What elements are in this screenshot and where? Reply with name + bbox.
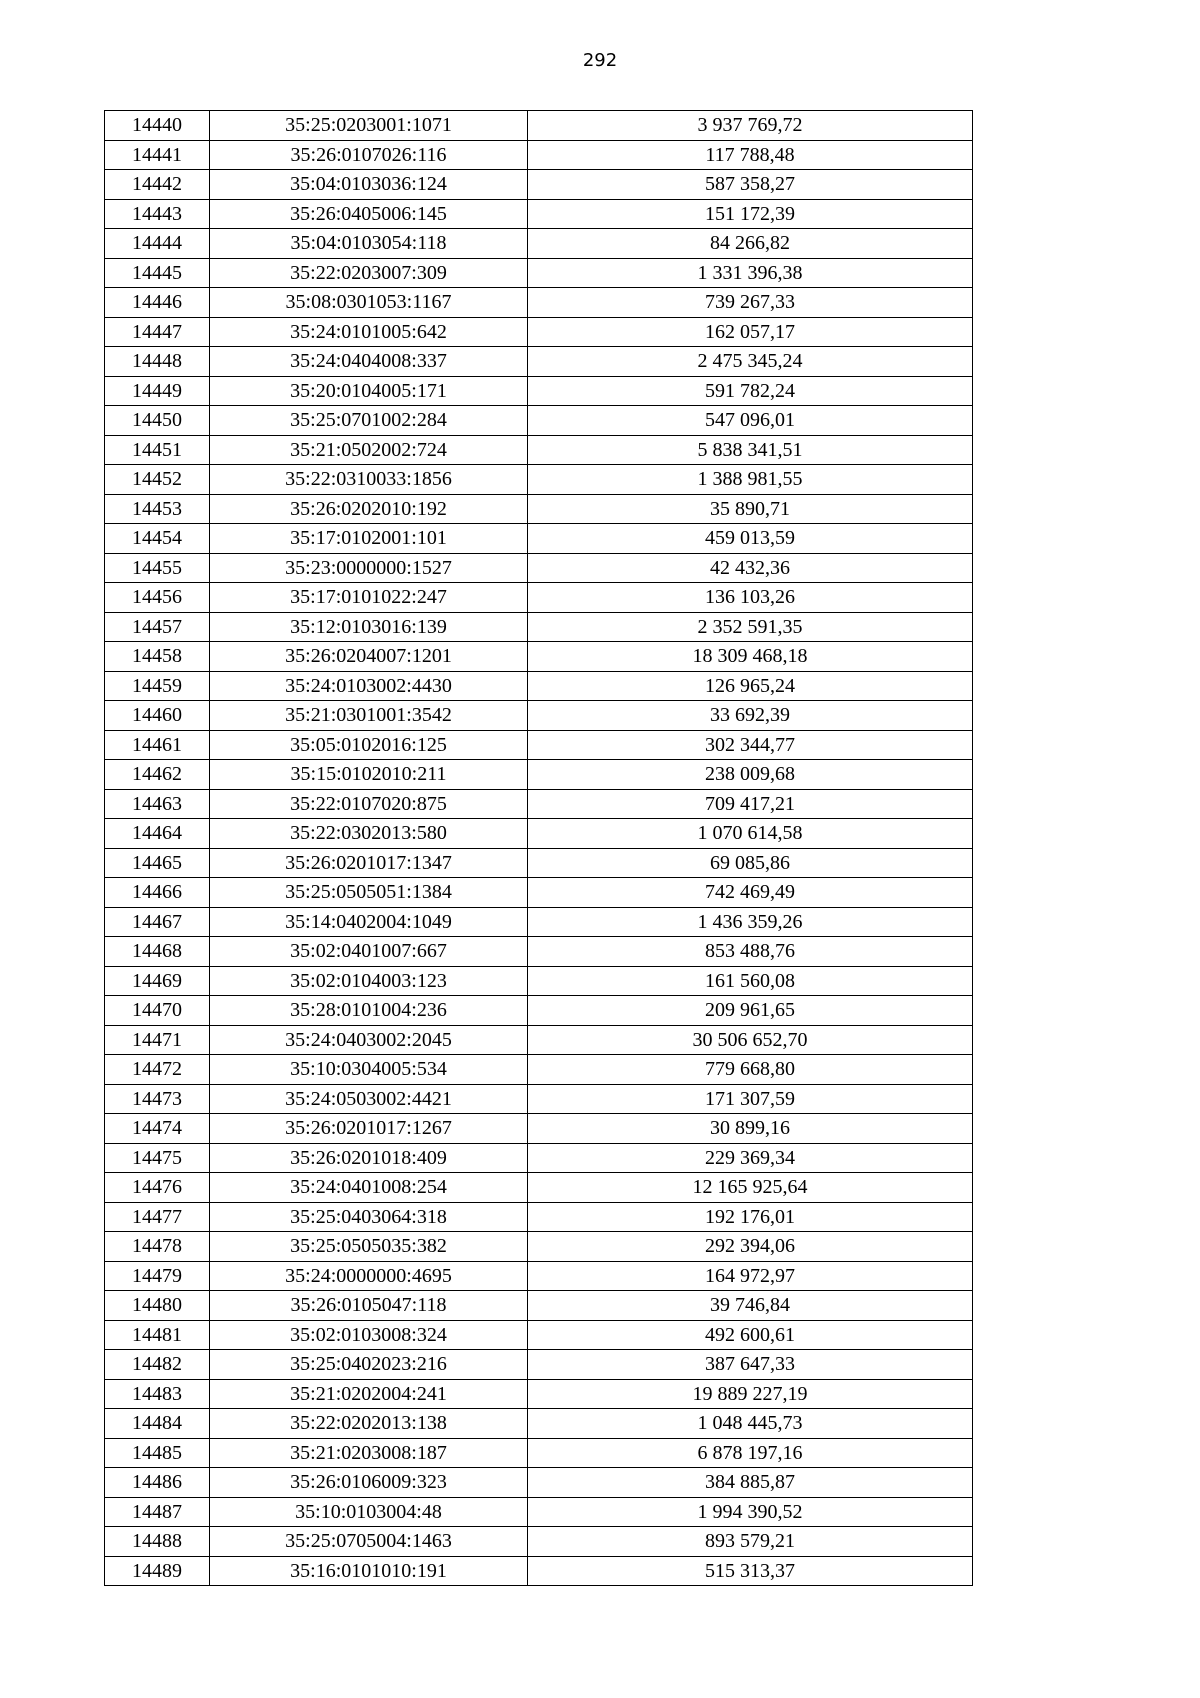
cadastral-value-cell: 30 899,16: [528, 1114, 973, 1144]
cadastral-value-cell: 853 488,76: [528, 937, 973, 967]
table-row: [105, 1438, 973, 1468]
cadastral-value-cell: 591 782,24: [528, 376, 973, 406]
row-number-cell: 14487: [105, 1497, 210, 1527]
row-number-cell: 14467: [105, 907, 210, 937]
table-row: [105, 789, 973, 819]
cadastral-number-cell: 35:26:0201017:1267: [210, 1114, 528, 1144]
row-number-cell: 14450: [105, 406, 210, 436]
row-number-cell: 14464: [105, 819, 210, 849]
table-row: [105, 524, 973, 554]
table-row: [105, 730, 973, 760]
table-row: [105, 465, 973, 495]
row-number-cell: 14486: [105, 1468, 210, 1498]
cadastral-number-cell: 35:24:0000000:4695: [210, 1261, 528, 1291]
cadastral-value-cell: 1 994 390,52: [528, 1497, 973, 1527]
cadastral-value-cell: 35 890,71: [528, 494, 973, 524]
cadastral-value-cell: 3 937 769,72: [528, 111, 973, 141]
cadastral-value-cell: 126 965,24: [528, 671, 973, 701]
table-row: [105, 848, 973, 878]
table-row: [105, 1409, 973, 1439]
table-row: [105, 170, 973, 200]
cadastral-number-cell: 35:25:0505035:382: [210, 1232, 528, 1262]
cadastral-number-cell: 35:12:0103016:139: [210, 612, 528, 642]
cadastral-number-cell: 35:02:0401007:667: [210, 937, 528, 967]
table-row: [105, 1527, 973, 1557]
cadastral-number-cell: 35:17:0101022:247: [210, 583, 528, 613]
row-number-cell: 14440: [105, 111, 210, 141]
cadastral-number-cell: 35:05:0102016:125: [210, 730, 528, 760]
cadastral-value-cell: 1 436 359,26: [528, 907, 973, 937]
cadastral-value-cell: 18 309 468,18: [528, 642, 973, 672]
table-row: [105, 376, 973, 406]
cadastral-number-cell: 35:28:0101004:236: [210, 996, 528, 1026]
table-row: [105, 1232, 973, 1262]
row-number-cell: 14461: [105, 730, 210, 760]
cadastral-number-cell: 35:25:0705004:1463: [210, 1527, 528, 1557]
cadastral-value-cell: 302 344,77: [528, 730, 973, 760]
row-number-cell: 14483: [105, 1379, 210, 1409]
row-number-cell: 14456: [105, 583, 210, 613]
table-row: [105, 760, 973, 790]
cadastral-number-cell: 35:16:0101010:191: [210, 1556, 528, 1586]
cadastral-value-cell: 709 417,21: [528, 789, 973, 819]
cadastral-number-cell: 35:24:0101005:642: [210, 317, 528, 347]
cadastral-number-cell: 35:10:0103004:48: [210, 1497, 528, 1527]
cadastral-value-cell: 229 369,34: [528, 1143, 973, 1173]
cadastral-number-cell: 35:26:0201017:1347: [210, 848, 528, 878]
cadastral-number-cell: 35:15:0102010:211: [210, 760, 528, 790]
table-row: [105, 1025, 973, 1055]
table-row: [105, 819, 973, 849]
table-row: [105, 406, 973, 436]
cadastral-value-cell: 2 475 345,24: [528, 347, 973, 377]
cadastral-value-cell: 492 600,61: [528, 1320, 973, 1350]
table-row: [105, 1379, 973, 1409]
row-number-cell: 14459: [105, 671, 210, 701]
cadastral-number-cell: 35:26:0107026:116: [210, 140, 528, 170]
row-number-cell: 14458: [105, 642, 210, 672]
cadastral-value-cell: 2 352 591,35: [528, 612, 973, 642]
cadastral-number-cell: 35:22:0203007:309: [210, 258, 528, 288]
cadastral-value-cell: 515 313,37: [528, 1556, 973, 1586]
cadastral-value-cell: 6 878 197,16: [528, 1438, 973, 1468]
cadastral-number-cell: 35:26:0105047:118: [210, 1291, 528, 1321]
table-row: [105, 937, 973, 967]
cadastral-number-cell: 35:10:0304005:534: [210, 1055, 528, 1085]
table-row: [105, 1143, 973, 1173]
cadastral-value-cell: 164 972,97: [528, 1261, 973, 1291]
table-row: [105, 907, 973, 937]
cadastral-number-cell: 35:26:0204007:1201: [210, 642, 528, 672]
table-row: [105, 1261, 973, 1291]
row-number-cell: 14470: [105, 996, 210, 1026]
cadastral-number-cell: 35:25:0403064:318: [210, 1202, 528, 1232]
table-row: [105, 1055, 973, 1085]
table-row: [105, 258, 973, 288]
table-row: [105, 553, 973, 583]
row-number-cell: 14454: [105, 524, 210, 554]
cadastral-number-cell: 35:04:0103054:118: [210, 229, 528, 259]
row-number-cell: 14463: [105, 789, 210, 819]
table-row: [105, 140, 973, 170]
row-number-cell: 14478: [105, 1232, 210, 1262]
table-body: [105, 111, 973, 1586]
row-number-cell: 14460: [105, 701, 210, 731]
row-number-cell: 14444: [105, 229, 210, 259]
cadastral-number-cell: 35:21:0202004:241: [210, 1379, 528, 1409]
row-number-cell: 14457: [105, 612, 210, 642]
cadastral-value-cell: 209 961,65: [528, 996, 973, 1026]
cadastral-number-cell: 35:02:0103008:324: [210, 1320, 528, 1350]
cadastral-number-cell: 35:02:0104003:123: [210, 966, 528, 996]
row-number-cell: 14482: [105, 1350, 210, 1380]
cadastral-value-cell: 1 388 981,55: [528, 465, 973, 495]
row-number-cell: 14451: [105, 435, 210, 465]
table-row: [105, 111, 973, 141]
table-row: [105, 288, 973, 318]
table-row: [105, 642, 973, 672]
table-row: [105, 1173, 973, 1203]
cadastral-number-cell: 35:26:0201018:409: [210, 1143, 528, 1173]
cadastral-value-cell: 1 048 445,73: [528, 1409, 973, 1439]
cadastral-number-cell: 35:17:0102001:101: [210, 524, 528, 554]
cadastral-number-cell: 35:25:0701002:284: [210, 406, 528, 436]
row-number-cell: 14489: [105, 1556, 210, 1586]
table-row: [105, 494, 973, 524]
cadastral-number-cell: 35:04:0103036:124: [210, 170, 528, 200]
cadastral-value-cell: 117 788,48: [528, 140, 973, 170]
cadastral-value-cell: 459 013,59: [528, 524, 973, 554]
table-row: [105, 701, 973, 731]
cadastral-value-cell: 547 096,01: [528, 406, 973, 436]
cadastral-number-cell: 35:26:0405006:145: [210, 199, 528, 229]
row-number-cell: 14468: [105, 937, 210, 967]
row-number-cell: 14452: [105, 465, 210, 495]
cadastral-value-cell: 162 057,17: [528, 317, 973, 347]
cadastral-value-cell: 19 889 227,19: [528, 1379, 973, 1409]
cadastral-value-cell: 587 358,27: [528, 170, 973, 200]
table-row: [105, 1350, 973, 1380]
cadastral-value-cell: 33 692,39: [528, 701, 973, 731]
cadastral-number-cell: 35:08:0301053:1167: [210, 288, 528, 318]
row-number-cell: 14476: [105, 1173, 210, 1203]
page-number: 292: [582, 50, 618, 71]
cadastral-value-cell: 171 307,59: [528, 1084, 973, 1114]
cadastral-value-cell: 5 838 341,51: [528, 435, 973, 465]
cadastral-value-cell: 387 647,33: [528, 1350, 973, 1380]
cadastral-number-cell: 35:25:0402023:216: [210, 1350, 528, 1380]
row-number-cell: 14441: [105, 140, 210, 170]
row-number-cell: 14474: [105, 1114, 210, 1144]
cadastral-number-cell: 35:21:0203008:187: [210, 1438, 528, 1468]
row-number-cell: 14462: [105, 760, 210, 790]
table-row: [105, 1497, 973, 1527]
cadastral-number-cell: 35:25:0203001:1071: [210, 111, 528, 141]
row-number-cell: 14479: [105, 1261, 210, 1291]
cadastral-number-cell: 35:22:0302013:580: [210, 819, 528, 849]
row-number-cell: 14465: [105, 848, 210, 878]
cadastral-value-cell: 69 085,86: [528, 848, 973, 878]
row-number-cell: 14448: [105, 347, 210, 377]
cadastral-value-cell: 292 394,06: [528, 1232, 973, 1262]
cadastral-value-cell: 12 165 925,64: [528, 1173, 973, 1203]
cadastral-number-cell: 35:22:0310033:1856: [210, 465, 528, 495]
table-row: [105, 1291, 973, 1321]
cadastral-value-cell: 1 331 396,38: [528, 258, 973, 288]
table-row: [105, 229, 973, 259]
table-row: [105, 878, 973, 908]
row-number-cell: 14469: [105, 966, 210, 996]
row-number-cell: 14472: [105, 1055, 210, 1085]
table-row: [105, 347, 973, 377]
table-row: [105, 1468, 973, 1498]
row-number-cell: 14485: [105, 1438, 210, 1468]
cadastral-number-cell: 35:24:0401008:254: [210, 1173, 528, 1203]
cadastral-number-cell: 35:14:0402004:1049: [210, 907, 528, 937]
cadastral-number-cell: 35:21:0502002:724: [210, 435, 528, 465]
row-number-cell: 14455: [105, 553, 210, 583]
cadastral-value-cell: 742 469,49: [528, 878, 973, 908]
table-row: [105, 199, 973, 229]
cadastral-value-cell: 39 746,84: [528, 1291, 973, 1321]
table-row: [105, 317, 973, 347]
row-number-cell: 14447: [105, 317, 210, 347]
cadastral-number-cell: 35:24:0404008:337: [210, 347, 528, 377]
cadastral-value-cell: 384 885,87: [528, 1468, 973, 1498]
row-number-cell: 14442: [105, 170, 210, 200]
cadastral-value-cell: 161 560,08: [528, 966, 973, 996]
cadastral-value-cell: 84 266,82: [528, 229, 973, 259]
row-number-cell: 14446: [105, 288, 210, 318]
row-number-cell: 14443: [105, 199, 210, 229]
cadastral-value-cell: 1 070 614,58: [528, 819, 973, 849]
table-row: [105, 966, 973, 996]
row-number-cell: 14480: [105, 1291, 210, 1321]
cadastral-value-cell: 739 267,33: [528, 288, 973, 318]
cadastral-value-cell: 30 506 652,70: [528, 1025, 973, 1055]
table-row: [105, 435, 973, 465]
cadastral-number-cell: 35:22:0107020:875: [210, 789, 528, 819]
row-number-cell: 14484: [105, 1409, 210, 1439]
cadastral-number-cell: 35:21:0301001:3542: [210, 701, 528, 731]
cadastral-number-cell: 35:26:0202010:192: [210, 494, 528, 524]
cadastral-number-cell: 35:25:0505051:1384: [210, 878, 528, 908]
table-row: [105, 1556, 973, 1586]
row-number-cell: 14449: [105, 376, 210, 406]
cadastral-value-cell: 779 668,80: [528, 1055, 973, 1085]
row-number-cell: 14445: [105, 258, 210, 288]
table-row: [105, 996, 973, 1026]
row-number-cell: 14488: [105, 1527, 210, 1557]
cadastral-number-cell: 35:24:0403002:2045: [210, 1025, 528, 1055]
table-row: [105, 612, 973, 642]
row-number-cell: 14475: [105, 1143, 210, 1173]
row-number-cell: 14473: [105, 1084, 210, 1114]
row-number-cell: 14477: [105, 1202, 210, 1232]
table-row: [105, 1320, 973, 1350]
row-number-cell: 14471: [105, 1025, 210, 1055]
cadastral-number-cell: 35:24:0103002:4430: [210, 671, 528, 701]
cadastral-value-cell: 192 176,01: [528, 1202, 973, 1232]
table-row: [105, 671, 973, 701]
row-number-cell: 14453: [105, 494, 210, 524]
cadastral-value-cell: 136 103,26: [528, 583, 973, 613]
cadastral-value-cell: 893 579,21: [528, 1527, 973, 1557]
cadastral-value-table: [104, 110, 973, 1586]
cadastral-number-cell: 35:24:0503002:4421: [210, 1084, 528, 1114]
cadastral-number-cell: 35:23:0000000:1527: [210, 553, 528, 583]
cadastral-number-cell: 35:26:0106009:323: [210, 1468, 528, 1498]
cadastral-value-cell: 238 009,68: [528, 760, 973, 790]
table-row: [105, 1114, 973, 1144]
cadastral-value-cell: 42 432,36: [528, 553, 973, 583]
cadastral-value-cell: 151 172,39: [528, 199, 973, 229]
table-row: [105, 583, 973, 613]
row-number-cell: 14466: [105, 878, 210, 908]
table-row: [105, 1084, 973, 1114]
row-number-cell: 14481: [105, 1320, 210, 1350]
cadastral-number-cell: 35:20:0104005:171: [210, 376, 528, 406]
table-row: [105, 1202, 973, 1232]
cadastral-number-cell: 35:22:0202013:138: [210, 1409, 528, 1439]
